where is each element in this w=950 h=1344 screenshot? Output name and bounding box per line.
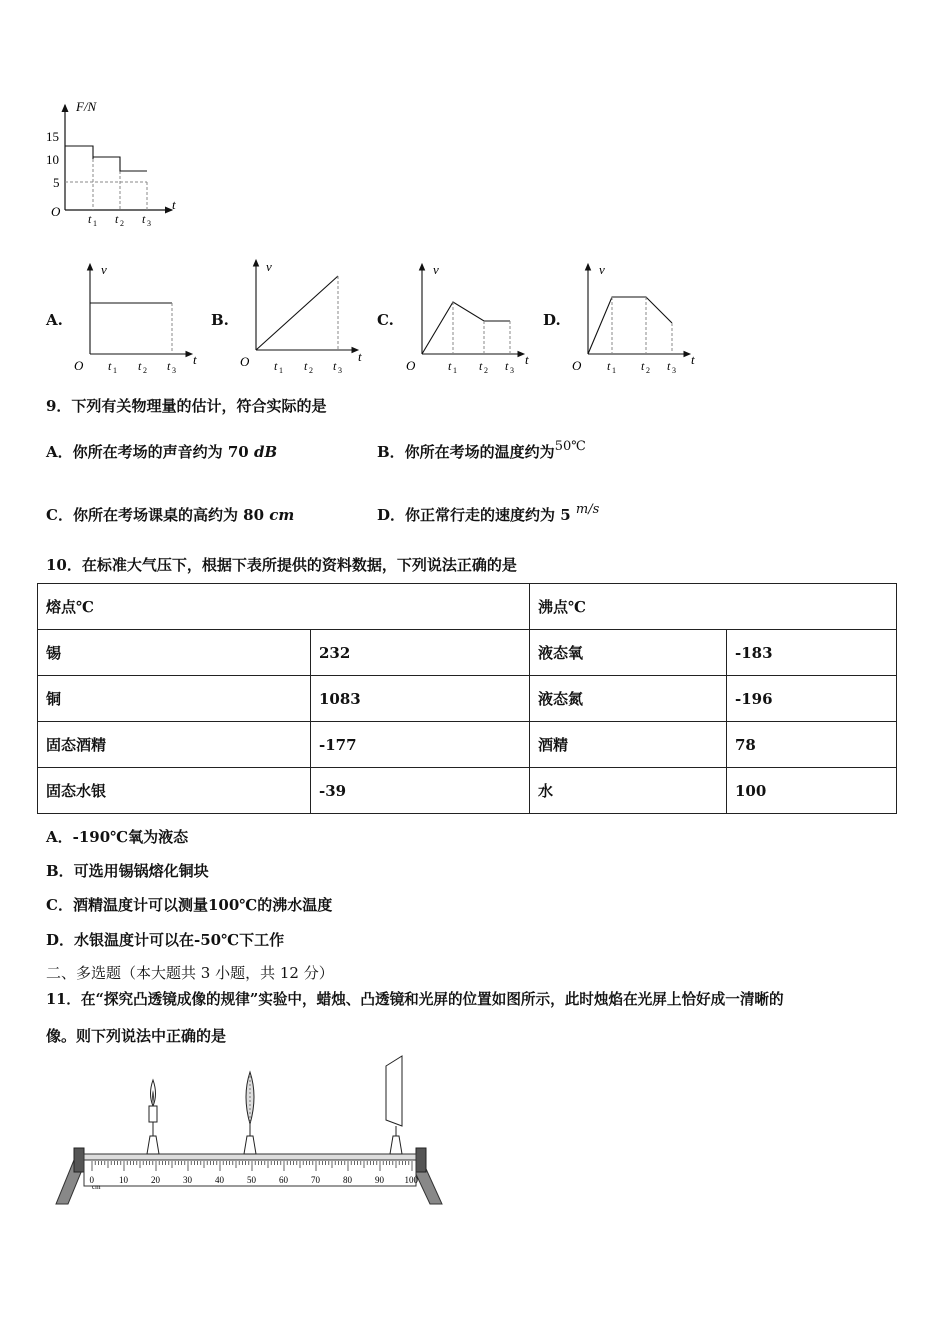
svg-text:t: t bbox=[333, 359, 337, 373]
vt-graph-a bbox=[68, 258, 208, 378]
table-row bbox=[38, 722, 897, 768]
header-melting-point: 熔点℃ bbox=[38, 584, 530, 630]
bench-scale-label: 70 bbox=[311, 1175, 320, 1185]
q8-option-b-label[interactable]: B. bbox=[211, 311, 229, 329]
y-tick-15: 15 bbox=[46, 129, 59, 144]
candle bbox=[147, 1080, 159, 1154]
svg-text:v: v bbox=[599, 262, 605, 277]
q8-option-d-label[interactable]: D. bbox=[543, 311, 561, 329]
svg-text:O: O bbox=[240, 354, 250, 369]
table-cell: 液态氮 bbox=[530, 676, 727, 722]
bench-scale-label: 80 bbox=[343, 1175, 352, 1185]
svg-text:O: O bbox=[74, 358, 84, 373]
table-cell: 100 bbox=[727, 768, 897, 814]
svg-text:t: t bbox=[691, 352, 695, 367]
svg-text:O: O bbox=[572, 358, 582, 373]
bench-scale-label: 40 bbox=[215, 1175, 224, 1185]
q9-a-unit: dB bbox=[253, 443, 278, 461]
q10-option-a[interactable]: A．-190℃氧为液态 bbox=[46, 828, 189, 846]
svg-text:2: 2 bbox=[143, 366, 147, 375]
table-cell: 液态氧 bbox=[530, 630, 727, 676]
svg-text:1: 1 bbox=[612, 366, 616, 375]
svg-text:v: v bbox=[101, 262, 107, 277]
svg-text:3: 3 bbox=[147, 219, 151, 228]
table-cell: 酒精 bbox=[530, 722, 727, 768]
q10-option-c[interactable]: C．酒精温度计可以测量100℃的沸水温度 bbox=[46, 896, 333, 914]
q9-b-text: B．你所在考场的温度约为 bbox=[377, 443, 555, 461]
bench-scale-label: 10 bbox=[119, 1175, 128, 1185]
origin-label: O bbox=[51, 204, 61, 219]
svg-text:t: t bbox=[88, 212, 92, 226]
svg-text:t: t bbox=[108, 359, 112, 373]
svg-text:t: t bbox=[138, 359, 142, 373]
svg-text:t: t bbox=[358, 349, 362, 364]
table-cell: -177 bbox=[311, 722, 530, 768]
bench-unit-label: cm bbox=[92, 1183, 101, 1191]
q9-a-text: A．你所在考场的声音约为 70 bbox=[46, 443, 254, 461]
q10-option-b[interactable]: B．可选用锡锅熔化铜块 bbox=[46, 862, 209, 880]
q9-b-value: 50℃ bbox=[554, 439, 586, 454]
q9-c-unit: cm bbox=[269, 506, 295, 524]
x-axis-label: t bbox=[172, 197, 176, 212]
svg-text:2: 2 bbox=[309, 366, 313, 375]
q10-stem: 10．在标准大气压下，根据下表所提供的资料数据，下列说法正确的是 bbox=[46, 556, 517, 574]
svg-text:3: 3 bbox=[172, 366, 176, 375]
svg-text:1: 1 bbox=[113, 366, 117, 375]
table-cell: 水 bbox=[530, 768, 727, 814]
svg-text:t: t bbox=[167, 359, 171, 373]
q9-d-unit: m/s bbox=[575, 502, 600, 517]
table-cell: 锡 bbox=[38, 630, 311, 676]
bench-scale-label: 90 bbox=[375, 1175, 384, 1185]
svg-text:t: t bbox=[505, 359, 509, 373]
bench-scale-label: 100 bbox=[404, 1175, 418, 1185]
bench-scale-label: 30 bbox=[183, 1175, 192, 1185]
table-cell: 固态水银 bbox=[38, 768, 311, 814]
svg-text:t: t bbox=[641, 359, 645, 373]
svg-text:2: 2 bbox=[646, 366, 650, 375]
table-cell: -39 bbox=[311, 768, 530, 814]
svg-text:t: t bbox=[193, 352, 197, 367]
svg-text:2: 2 bbox=[120, 219, 124, 228]
table-cell: 1083 bbox=[311, 676, 530, 722]
svg-text:t: t bbox=[448, 359, 452, 373]
svg-text:t: t bbox=[667, 359, 671, 373]
svg-text:v: v bbox=[433, 262, 439, 277]
svg-text:t: t bbox=[304, 359, 308, 373]
svg-text:1: 1 bbox=[93, 219, 97, 228]
table-cell: -183 bbox=[727, 630, 897, 676]
vt-graph-b bbox=[234, 258, 374, 378]
bench-scale-label: 50 bbox=[247, 1175, 256, 1185]
svg-text:3: 3 bbox=[338, 366, 342, 375]
force-step-line bbox=[65, 146, 147, 171]
q11-stem-line2: 像。则下列说法中正确的是 bbox=[46, 1027, 227, 1045]
svg-text:t: t bbox=[142, 212, 146, 226]
svg-text:3: 3 bbox=[672, 366, 676, 375]
table-cell: -196 bbox=[727, 676, 897, 722]
svg-text:1: 1 bbox=[453, 366, 457, 375]
vt-graph-c bbox=[400, 258, 540, 378]
svg-text:t: t bbox=[115, 212, 119, 226]
q8-option-c-label[interactable]: C. bbox=[377, 311, 394, 329]
q9-stem: 9．下列有关物理量的估计，符合实际的是 bbox=[46, 397, 327, 415]
svg-text:t: t bbox=[607, 359, 611, 373]
q9-d-text: D．你正常行走的速度约为 5 bbox=[377, 506, 576, 524]
table-header-row bbox=[38, 584, 897, 630]
table-row bbox=[38, 630, 897, 676]
svg-text:O: O bbox=[406, 358, 416, 373]
q9-c-text: C．你所在考场课桌的高约为 80 bbox=[46, 506, 270, 524]
header-boiling-point: 沸点℃ bbox=[530, 584, 897, 630]
table-cell: 铜 bbox=[38, 676, 311, 722]
section-heading: 二、多选题（本大题共 3 小题，共 12 分） bbox=[46, 964, 334, 982]
force-time-graph bbox=[40, 95, 200, 235]
q10-option-d[interactable]: D．水银温度计可以在-50℃下工作 bbox=[46, 931, 285, 949]
y-tick-5: 5 bbox=[53, 175, 60, 190]
bench-scale-label: 0 bbox=[89, 1175, 94, 1185]
q11-stem-line1: 11．在“探究凸透镜成像的规律”实验中，蜡烛、凸透镜和光屏的位置如图所示，此时烛焰在光屏上恰好成一清晰的 bbox=[46, 991, 784, 1008]
svg-text:3: 3 bbox=[510, 366, 514, 375]
vt-graph-d bbox=[566, 258, 706, 378]
y-tick-10: 10 bbox=[46, 152, 59, 167]
table-cell: 78 bbox=[727, 722, 897, 768]
q9-option-d[interactable] bbox=[377, 504, 599, 525]
melting-boiling-table bbox=[37, 583, 897, 814]
table-row bbox=[38, 768, 897, 814]
table-cell: 固态酒精 bbox=[38, 722, 311, 768]
q9-option-a[interactable] bbox=[46, 441, 277, 462]
q8-option-a-label[interactable]: A. bbox=[46, 311, 63, 329]
y-axis-label: F/N bbox=[76, 99, 97, 114]
q9-option-c[interactable] bbox=[46, 504, 294, 525]
convex-lens bbox=[244, 1072, 256, 1154]
svg-text:t: t bbox=[525, 352, 529, 367]
svg-text:t: t bbox=[479, 359, 483, 373]
light-screen bbox=[386, 1056, 402, 1154]
bench-scale-label: 60 bbox=[279, 1175, 288, 1185]
svg-text:v: v bbox=[266, 259, 272, 274]
svg-text:1: 1 bbox=[279, 366, 283, 375]
table-row bbox=[38, 676, 897, 722]
svg-text:t: t bbox=[274, 359, 278, 373]
optical-bench-diagram bbox=[52, 1050, 452, 1210]
table-cell: 232 bbox=[311, 630, 530, 676]
q9-option-b[interactable] bbox=[377, 441, 586, 462]
svg-text:2: 2 bbox=[484, 366, 488, 375]
bench-scale-label: 20 bbox=[151, 1175, 160, 1185]
